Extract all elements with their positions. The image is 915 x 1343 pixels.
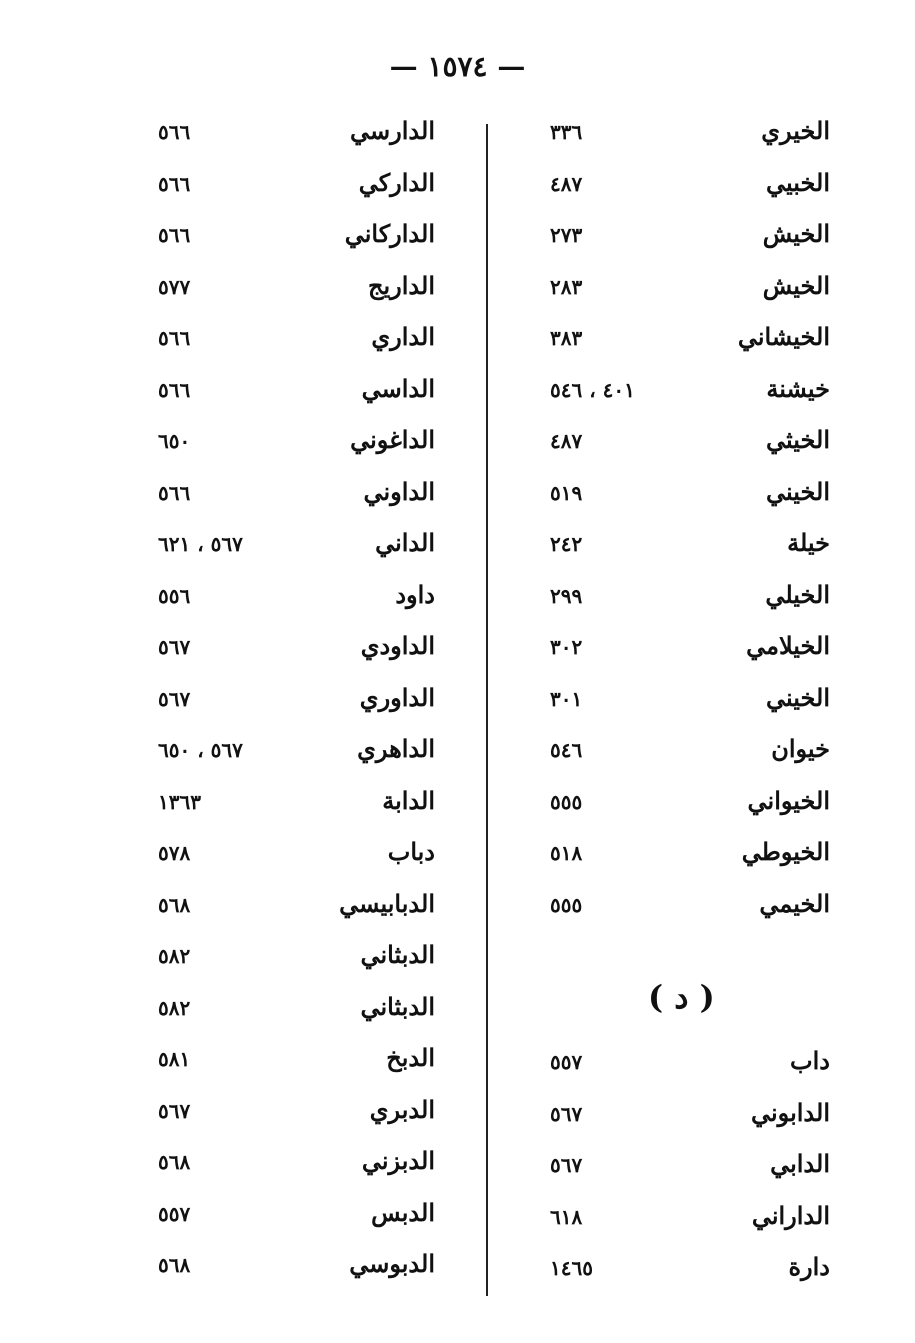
entry-name: خيشنة xyxy=(766,373,830,403)
index-row xyxy=(510,471,915,523)
index-row xyxy=(110,368,520,420)
entry-name: دباب xyxy=(387,837,435,866)
entry-pages: ٥٥٥ xyxy=(550,892,583,917)
index-row xyxy=(110,831,520,883)
index-row xyxy=(110,728,520,780)
index-row xyxy=(110,677,520,729)
entry-name: الدبري xyxy=(369,1094,435,1124)
entry-name: الدبثاني xyxy=(360,940,435,969)
entry-pages: ٥٦٧ ، ٦٢١ xyxy=(158,532,243,556)
entry-name: الخبيي xyxy=(766,167,830,197)
entry-name: الخيوطي xyxy=(741,837,830,866)
entry-pages: ٦٥٠ xyxy=(158,429,191,453)
entry-name: دارة xyxy=(788,1252,830,1281)
index-row xyxy=(510,1143,915,1195)
entry-name: الدبابيسي xyxy=(339,888,435,918)
index-row xyxy=(510,831,915,883)
entry-pages: ٥٦٧ ، ٦٥٠ xyxy=(158,738,243,762)
entry-name: الداوني xyxy=(363,476,435,506)
index-row xyxy=(110,265,520,317)
entry-pages: ٥٦٦ xyxy=(158,377,191,402)
index-row xyxy=(510,1195,915,1247)
entry-pages: ٣٣٦ xyxy=(550,120,583,144)
entry-pages: ٥٦٦ xyxy=(158,171,191,196)
index-row xyxy=(510,574,915,626)
entry-pages: ٥١٨ xyxy=(550,841,583,865)
entry-name: الداوري xyxy=(359,682,435,712)
entry-name: الداسي xyxy=(361,373,435,403)
index-row xyxy=(110,162,520,214)
entry-name: الداهري xyxy=(357,734,435,763)
index-row xyxy=(510,419,915,471)
entry-pages: ٤٨٧ xyxy=(550,171,583,196)
index-row xyxy=(510,368,915,420)
entry-name: الخيثي xyxy=(766,425,830,454)
entry-pages: ٥٧٧ xyxy=(158,274,191,299)
entry-pages: ١٤٦٥ xyxy=(550,1256,593,1280)
index-row xyxy=(510,213,915,265)
entry-pages: ٤٨٧ xyxy=(550,429,583,453)
entry-name: الدارسي xyxy=(350,116,435,145)
right-column xyxy=(510,110,915,934)
index-row xyxy=(110,1140,520,1192)
entry-pages: ٥٦٦ xyxy=(158,223,191,247)
index-row xyxy=(110,471,520,523)
entry-name: الداركي xyxy=(358,167,435,197)
entry-name: داب xyxy=(790,1046,830,1075)
index-row xyxy=(110,1037,520,1089)
entry-name: الدابي xyxy=(770,1149,830,1178)
index-row xyxy=(510,677,915,729)
index-row xyxy=(510,316,915,368)
entry-pages: ٥٦٧ xyxy=(158,1098,191,1123)
entry-name: الدبزني xyxy=(361,1146,435,1175)
entry-pages: ٣٠١ xyxy=(550,686,583,711)
entry-name: الداني xyxy=(375,528,435,557)
index-row xyxy=(110,934,520,986)
index-row xyxy=(110,1089,520,1141)
entry-pages: ٥٥٦ xyxy=(158,583,191,608)
entry-pages: ٥٥٥ xyxy=(550,789,583,814)
entry-pages: ٥٨٢ xyxy=(158,995,191,1020)
index-row xyxy=(510,1246,915,1298)
entry-pages: ٥٦٧ xyxy=(158,686,191,711)
entry-name: الخيش xyxy=(762,270,830,300)
entry-pages: ٥١٩ xyxy=(550,480,583,505)
index-row xyxy=(110,986,520,1038)
entry-name: الخيشاني xyxy=(737,322,830,351)
entry-pages: ٥٦٨ xyxy=(158,892,191,917)
entry-name: الدبوسي xyxy=(349,1249,435,1278)
index-row xyxy=(110,1192,520,1244)
entry-pages: ٣٨٣ xyxy=(550,326,583,350)
index-row xyxy=(110,522,520,574)
right-column-d xyxy=(510,1040,915,1298)
entry-pages: ٥٦٦ xyxy=(158,120,191,144)
index-row xyxy=(110,316,520,368)
entry-pages: ٥٦٨ xyxy=(158,1150,191,1174)
index-row xyxy=(110,110,520,162)
index-row xyxy=(510,780,915,832)
entry-pages: ٥٤٦ xyxy=(550,738,583,762)
entry-name: الدبثاني xyxy=(360,991,435,1021)
entry-pages: ٥٦٦ xyxy=(158,480,191,505)
entry-name: الداركاني xyxy=(344,219,435,248)
entry-name: الداودي xyxy=(360,631,435,660)
section-heading: ( د ) xyxy=(648,978,715,1016)
entry-pages: ٥٦٦ xyxy=(158,326,191,350)
entry-pages: ٥٦٧ xyxy=(158,635,191,659)
entry-pages: ٦١٨ xyxy=(550,1204,583,1229)
index-row xyxy=(510,522,915,574)
entry-pages: ٥٦٧ xyxy=(550,1153,583,1177)
entry-name: الدبخ xyxy=(386,1043,435,1072)
index-row xyxy=(510,1040,915,1092)
entry-pages: ٥٦٧ xyxy=(550,1101,583,1126)
entry-pages: ٢٧٣ xyxy=(550,223,583,247)
entry-name: داود xyxy=(395,579,435,609)
entry-name: الخيلامي xyxy=(746,631,830,660)
index-row xyxy=(510,883,915,935)
index-row xyxy=(110,625,520,677)
entry-pages: ٥٨١ xyxy=(158,1047,191,1071)
index-row xyxy=(510,265,915,317)
entry-pages: ٢٩٩ xyxy=(550,583,583,608)
entry-pages: ٤٠١ ، ٥٤٦ xyxy=(550,377,635,402)
entry-name: الداراني xyxy=(751,1200,830,1230)
entry-name: الدابة xyxy=(382,785,435,815)
entry-name: الخيلي xyxy=(765,579,830,609)
index-row xyxy=(110,883,520,935)
index-row xyxy=(110,1243,520,1295)
entry-name: الخيواني xyxy=(747,785,830,815)
index-row xyxy=(110,574,520,626)
entry-name: خيلة xyxy=(787,528,830,557)
entry-name: الخيمي xyxy=(759,888,830,918)
index-row xyxy=(510,1092,915,1144)
entry-name: الدابوني xyxy=(750,1097,830,1127)
entry-pages: ٣٠٢ xyxy=(550,635,583,659)
entry-name: الداريج xyxy=(367,270,435,300)
entry-pages: ٥٥٧ xyxy=(158,1201,191,1226)
entry-name: الخيني xyxy=(766,476,830,506)
entry-name: الخيري xyxy=(761,116,830,145)
entry-pages: ٥٥٧ xyxy=(550,1050,583,1074)
entry-name: الخيني xyxy=(766,682,830,712)
entry-name: خيوان xyxy=(771,734,830,763)
entry-pages: ٥٧٨ xyxy=(158,841,191,865)
entry-pages: ٢٤٢ xyxy=(550,532,583,556)
index-row xyxy=(510,162,915,214)
index-row xyxy=(110,213,520,265)
index-row xyxy=(510,728,915,780)
entry-pages: ٥٦٨ xyxy=(158,1253,191,1277)
entry-pages: ٥٨٢ xyxy=(158,944,191,968)
entry-name: الداري xyxy=(371,322,435,351)
page-number: — ١٥٧٤ — xyxy=(389,50,526,83)
entry-pages: ١٣٦٣ xyxy=(158,789,201,814)
left-column xyxy=(110,110,520,1295)
entry-name: الدبس xyxy=(371,1197,435,1227)
index-row xyxy=(510,625,915,677)
entry-name: الداغوني xyxy=(350,425,435,454)
entry-pages: ٢٨٣ xyxy=(550,274,583,299)
index-row xyxy=(510,110,915,162)
index-row xyxy=(110,780,520,832)
index-row xyxy=(110,419,520,471)
entry-name: الخيش xyxy=(762,219,830,248)
